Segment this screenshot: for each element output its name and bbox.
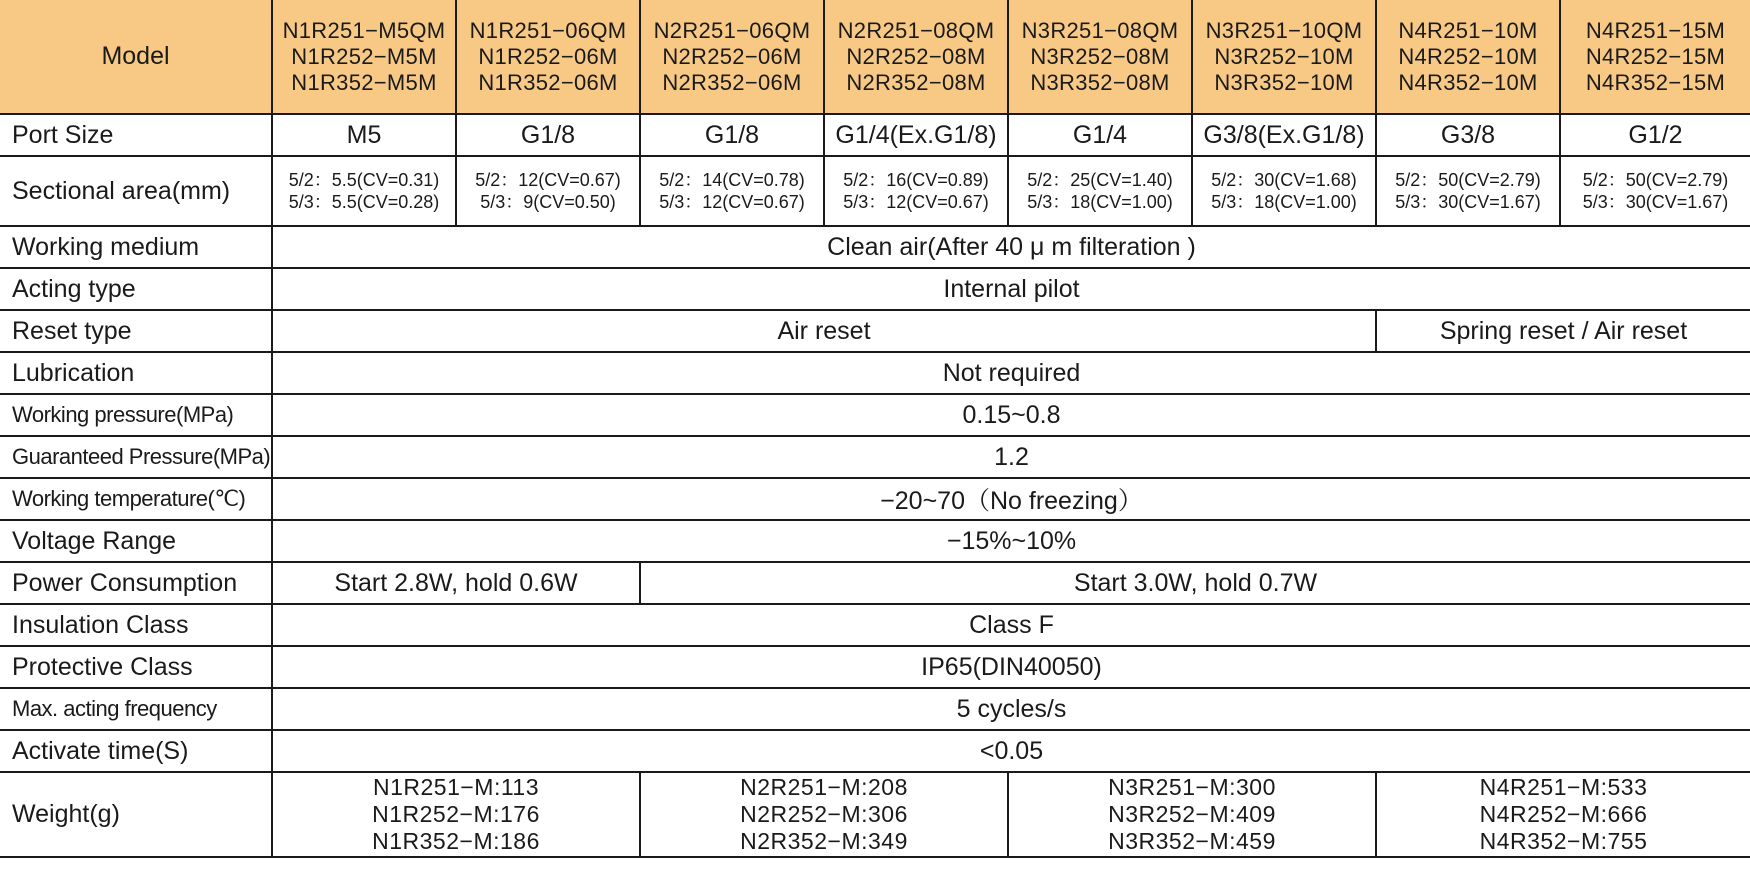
port-size-cell: G1/2 <box>1560 114 1750 156</box>
weight-line: N3R352−M:459 <box>1108 828 1276 854</box>
port-size-cell: G3/8 <box>1376 114 1560 156</box>
model-name: N1R251−06QM <box>469 17 627 43</box>
row-acting-type <box>0 268 1750 310</box>
sectional-area-line: 5/2：25(CV=1.40) <box>1027 170 1173 190</box>
model-name: N1R352−06M <box>478 69 618 95</box>
insulation-class-value: Class F <box>272 604 1750 646</box>
sectional-area-line: 5/2：5.5(CV=0.31) <box>288 170 440 190</box>
row-label-acting-type: Acting type <box>0 268 272 310</box>
sectional-area-line: 5/3：18(CV=1.00) <box>1027 192 1173 212</box>
model-name: N4R352−15M <box>1585 69 1726 95</box>
weight-cell <box>1008 772 1376 857</box>
model-name: N2R352−08M <box>846 69 986 95</box>
model-name: N2R252−08M <box>846 43 986 69</box>
weight-cell <box>640 772 1008 857</box>
sectional-area-line: 5/2：50(CV=2.79) <box>1395 170 1541 190</box>
weight-cell <box>1376 772 1750 857</box>
row-label-working-medium: Working medium <box>0 226 272 268</box>
model-name: N3R352−10M <box>1214 69 1354 95</box>
weight-line: N2R352−M:349 <box>740 828 908 854</box>
row-label-sectional-area: Sectional area(mm) <box>0 156 272 226</box>
row-label-lubrication: Lubrication <box>0 352 272 394</box>
model-name: N4R252−10M <box>1398 43 1538 69</box>
weight-line: N3R252−M:409 <box>1108 801 1276 827</box>
model-cell <box>1376 0 1560 114</box>
row-label-activate-time: Activate time(S) <box>0 730 272 772</box>
sectional-area-line: 5/3：12(CV=0.67) <box>843 192 989 212</box>
sectional-area-line: 5/2：14(CV=0.78) <box>659 170 805 190</box>
weight-line: N1R352−M:186 <box>372 828 540 854</box>
sectional-area-line: 5/2：50(CV=2.79) <box>1582 170 1729 190</box>
sectional-area-cell <box>640 156 824 226</box>
weight-line: N4R251−M:533 <box>1479 774 1648 800</box>
sectional-area-cell <box>824 156 1008 226</box>
model-cell <box>1560 0 1750 114</box>
row-activate-time <box>0 730 1750 772</box>
activate-time-value: <0.05 <box>272 730 1750 772</box>
row-label-working-temperature: Working temperature(℃) <box>0 478 272 520</box>
sectional-area-line: 5/3：30(CV=1.67) <box>1582 192 1729 212</box>
reset-type-value: Air reset <box>272 310 1376 352</box>
row-lubrication <box>0 352 1750 394</box>
model-name: N3R252−08M <box>1030 43 1170 69</box>
sectional-area-cell <box>1560 156 1750 226</box>
row-max-acting-frequency <box>0 688 1750 730</box>
working-medium-value: Clean air(After 40 μ m filteration ) <box>272 226 1750 268</box>
weight-line: N2R252−M:306 <box>740 801 908 827</box>
port-size-cell: G1/4(Ex.G1/8) <box>824 114 1008 156</box>
row-label-voltage-range: Voltage Range <box>0 520 272 562</box>
acting-type-value: Internal pilot <box>272 268 1750 310</box>
row-sectional-area <box>0 156 1750 226</box>
port-size-cell: G1/4 <box>1008 114 1192 156</box>
port-size-cell: G1/8 <box>456 114 640 156</box>
sectional-area-line: 5/2：30(CV=1.68) <box>1211 170 1357 190</box>
protective-class-value: IP65(DIN40050) <box>272 646 1750 688</box>
working-temperature-value: −20~70（No freezing） <box>272 478 1750 520</box>
sectional-area-line: 5/2：16(CV=0.89) <box>843 170 989 190</box>
row-label-insulation-class: Insulation Class <box>0 604 272 646</box>
weight-line: N1R251−M:113 <box>372 774 540 800</box>
weight-line: N2R251−M:208 <box>740 774 908 800</box>
port-size-cell: M5 <box>272 114 456 156</box>
sectional-area-cell <box>1008 156 1192 226</box>
model-name: N4R352−10M <box>1398 69 1538 95</box>
model-name: N3R352−08M <box>1030 69 1170 95</box>
row-label-protective-class: Protective Class <box>0 646 272 688</box>
sectional-area-cell <box>1192 156 1376 226</box>
row-label-port-size: Port Size <box>0 114 272 156</box>
reset-type-value: Spring reset / Air reset <box>1376 310 1750 352</box>
port-size-cell: G1/8 <box>640 114 824 156</box>
model-name: N2R352−06M <box>662 69 802 95</box>
model-cell <box>1192 0 1376 114</box>
max-acting-frequency-value: 5 cycles/s <box>272 688 1750 730</box>
sectional-area-cell <box>456 156 640 226</box>
row-protective-class <box>0 646 1750 688</box>
voltage-range-value: −15%~10% <box>272 520 1750 562</box>
row-working-temperature <box>0 478 1750 520</box>
row-label-model: Model <box>0 0 272 114</box>
row-weight <box>0 772 1750 857</box>
model-name: N4R251−10M <box>1398 17 1538 43</box>
row-guaranteed-pressure <box>0 436 1750 478</box>
row-label-working-pressure: Working pressure(MPa) <box>0 394 272 436</box>
sectional-area-line: 5/3：18(CV=1.00) <box>1211 192 1357 212</box>
model-name: N1R251−M5QM <box>282 17 446 43</box>
sectional-area-line: 5/3：9(CV=0.50) <box>480 192 616 212</box>
model-name: N2R251−08QM <box>837 17 995 43</box>
sectional-area-line: 5/3：12(CV=0.67) <box>659 192 805 212</box>
row-label-reset-type: Reset type <box>0 310 272 352</box>
lubrication-value: Not required <box>272 352 1750 394</box>
guaranteed-pressure-value: 1.2 <box>272 436 1750 478</box>
model-name: N1R252−M5M <box>291 43 437 69</box>
model-name: N1R252−06M <box>478 43 618 69</box>
model-name: N3R252−10M <box>1214 43 1354 69</box>
model-name: N3R251−10QM <box>1205 17 1363 43</box>
row-insulation-class <box>0 604 1750 646</box>
model-name: N3R251−08QM <box>1021 17 1179 43</box>
sectional-area-line: 5/2：12(CV=0.67) <box>475 170 621 190</box>
row-label-max-acting-frequency: Max. acting frequency <box>0 688 272 730</box>
row-power-consumption <box>0 562 1750 604</box>
weight-cell <box>272 772 640 857</box>
row-working-medium <box>0 226 1750 268</box>
weight-line: N1R252−M:176 <box>372 801 540 827</box>
sectional-area-line: 5/3：30(CV=1.67) <box>1395 192 1541 212</box>
weight-line: N3R251−M:300 <box>1108 774 1276 800</box>
row-port-size <box>0 114 1750 156</box>
row-label-power-consumption: Power Consumption <box>0 562 272 604</box>
model-name: N2R252−06M <box>662 43 802 69</box>
model-name: N4R252−15M <box>1585 43 1726 69</box>
port-size-cell: G3/8(Ex.G1/8) <box>1192 114 1376 156</box>
row-working-pressure <box>0 394 1750 436</box>
model-name: N1R352−M5M <box>291 69 437 95</box>
model-cell <box>456 0 640 114</box>
model-cell <box>1008 0 1192 114</box>
sectional-area-cell <box>1376 156 1560 226</box>
sectional-area-line: 5/3：5.5(CV=0.28) <box>288 192 440 212</box>
power-consumption-value: Start 3.0W, hold 0.7W <box>640 562 1750 604</box>
model-cell <box>640 0 824 114</box>
model-cell <box>272 0 456 114</box>
row-reset-type <box>0 310 1750 352</box>
model-name: N4R251−15M <box>1585 17 1726 43</box>
weight-line: N4R352−M:755 <box>1479 828 1648 854</box>
working-pressure-value: 0.15~0.8 <box>272 394 1750 436</box>
power-consumption-value: Start 2.8W, hold 0.6W <box>272 562 640 604</box>
row-label-guaranteed-pressure: Guaranteed Pressure(MPa) <box>0 436 272 478</box>
header-row <box>0 0 1750 114</box>
sectional-area-cell <box>272 156 456 226</box>
row-voltage-range <box>0 520 1750 562</box>
model-name: N2R251−06QM <box>653 17 811 43</box>
row-label-weight: Weight(g) <box>0 772 272 857</box>
model-cell <box>824 0 1008 114</box>
weight-line: N4R252−M:666 <box>1479 801 1648 827</box>
